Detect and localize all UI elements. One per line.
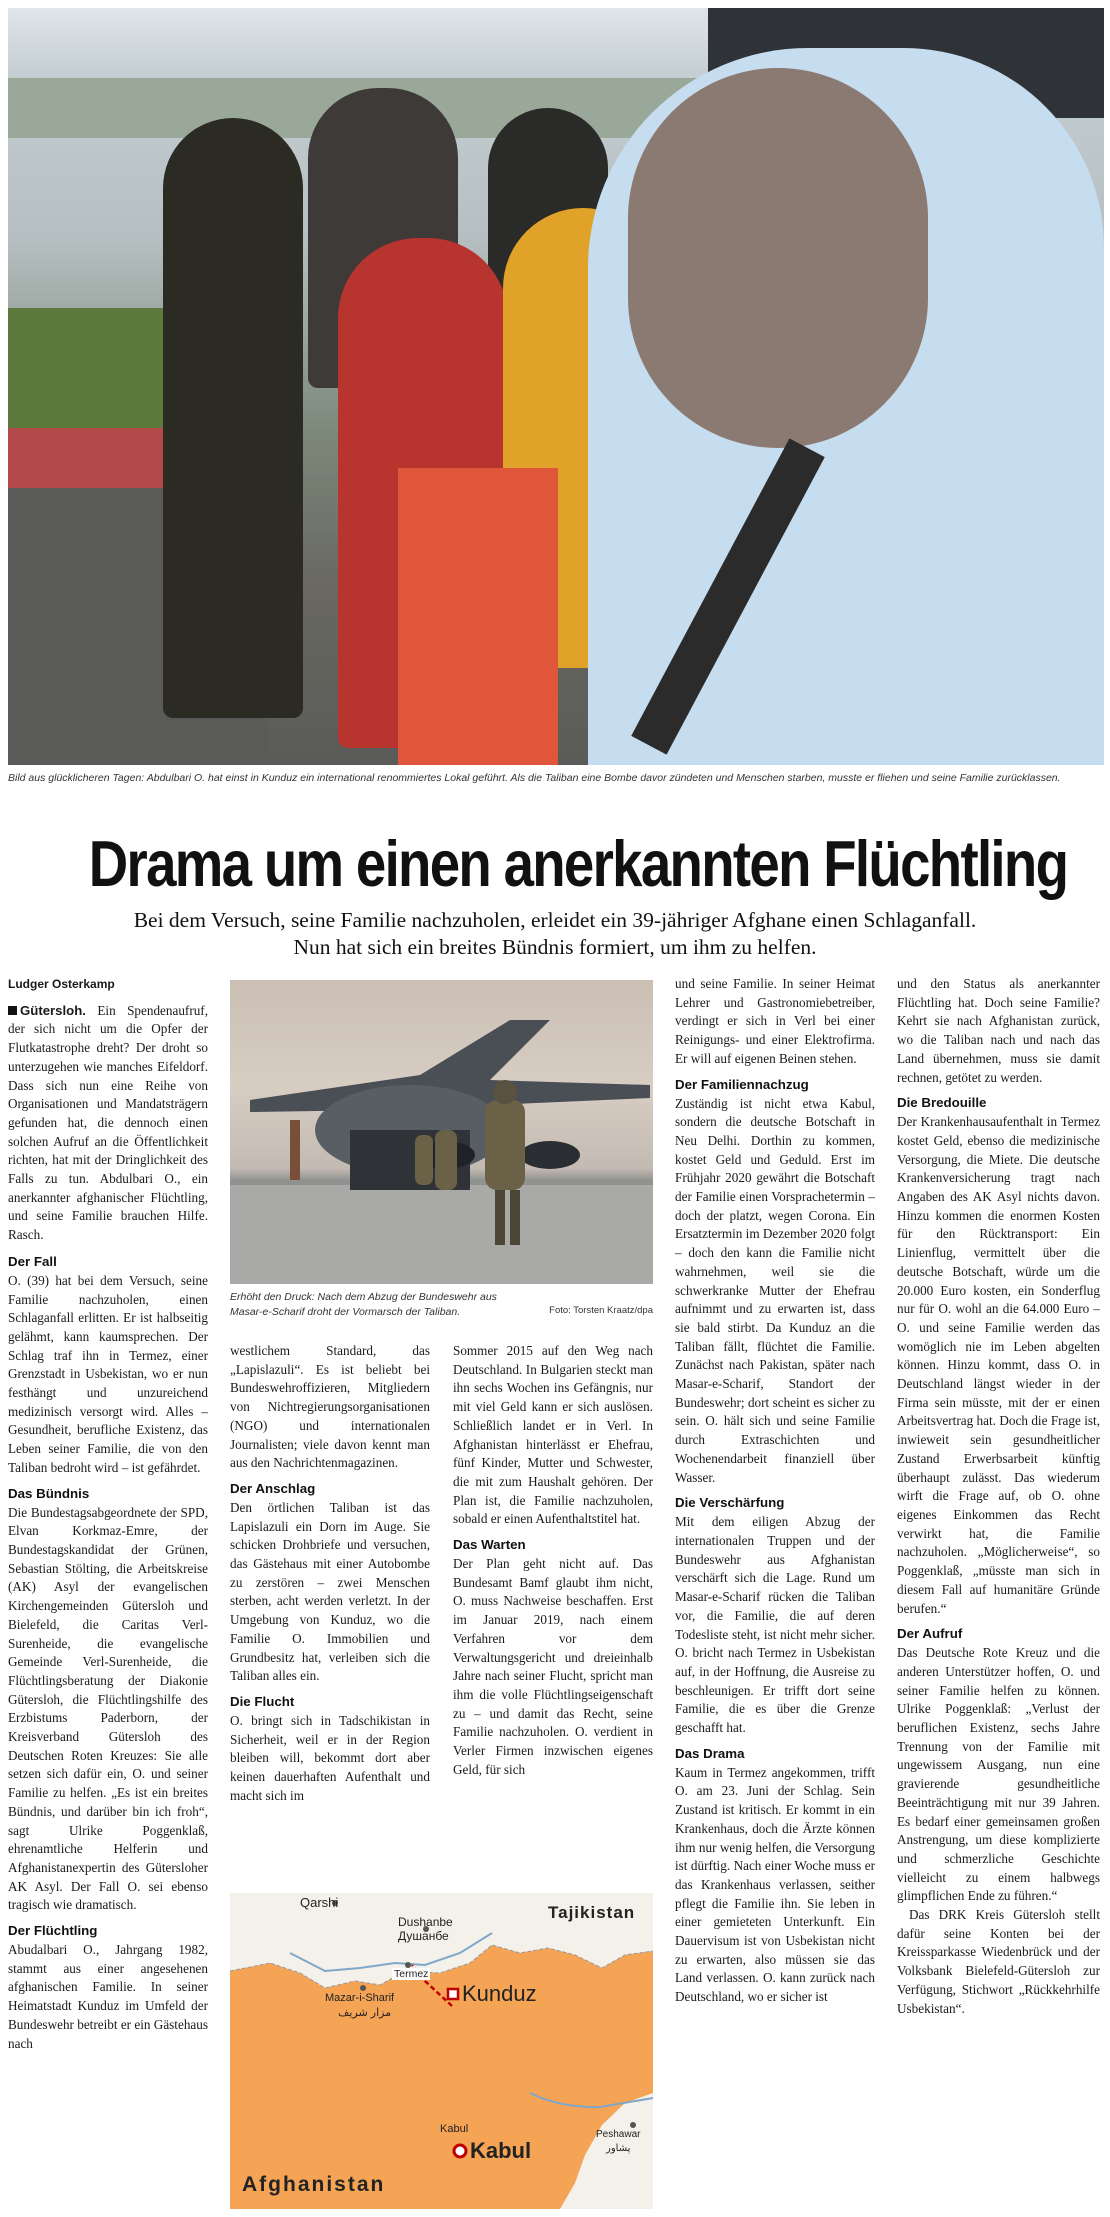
map-label-termez: Termez xyxy=(394,1968,429,1980)
paragraph-marker xyxy=(8,1006,17,1015)
section-heading-nachzug: Der Familiennachzug xyxy=(675,1076,809,1092)
intro-text: Ein Spendenaufruf, der sich nicht um die Opfer der Flutkatastrophe dreht? Der droht so unterzugehen wie manches Eifeldorf. Dass sich nun eine Reihe von Organisationen und Mandatsträgern gefunden hat, die dennoch einen solchen Aufruf an die Öffentlichkeit richten, hat mit der Dringlichkeit des Falls zu tun. Abdulbari O., ein anerkannter afghanischer Flüchtling, und seine Familie brauchen Hilfe. Rasch. xyxy=(8,1002,208,1243)
section-text-familie: und seine Familie. In seiner Heimat Lehrer und Gastronomiebetreiber, verdingt er sich in Verl bei einer Reinigungs- und einer Elektrofirma. Er will auf eigenen Beinen stehen. xyxy=(675,976,875,1066)
subheadline-line-1: Bei dem Versuch, seine Familie nachzuholen, erleidet ein 39-jähriger Afghane einen Schlaganfall. xyxy=(133,908,977,932)
plane-photo-caption: Erhöht den Druck: Nach dem Abzug der Bundeswehr aus Masar-e-Scharif droht der Vormarsch der Taliban. xyxy=(230,1291,497,1318)
section-text-fall: O. (39) hat bei dem Versuch, seine Familie nachzuholen, einen Schlaganfall erlitten. Er ist halbseitig gelähmt, kann kaumsprechen. Der Schlag traf ihn in Termez, einer Grenzstadt in Usbekistan, wo er nun festhängt und unzureichend medizinisch versorgt wird. Alles – Gesundheit, berufliche Existenz, das Leben seiner Familie, die von den Taliban bedroht wird – ist gefährdet. xyxy=(8,1272,208,1475)
map-label-tajikistan: Tajikistan xyxy=(548,1903,636,1922)
article-column-3 xyxy=(453,1342,653,1779)
map-label-kabul-small: Kabul xyxy=(440,2123,469,2135)
map-label-kunduz: Kunduz xyxy=(462,1981,537,2006)
section-text-fluechtling: Abudalbari O., Jahrgang 1982, stammt aus einer angesehenen afghanischen Familie. In seiner Heimatstadt Kunduz im Umfeld der Bundeswehr betreibt er ein Gästehaus nach xyxy=(8,1942,208,2051)
map-label-mazar-arabic: مزار شریف xyxy=(338,2007,392,2019)
article-column-4 xyxy=(675,975,875,2007)
family-photo xyxy=(8,8,1104,765)
section-heading-fall: Der Fall xyxy=(8,1253,57,1269)
section-text-buendnis: Die Bundestagsabgeordnete der SPD, Elvan Korkmaz-Emre, der Bundestagskandidat der Grünen, Sebastian Stölting, die Arbeitskreise (AK) Asyl der evangelischen Kirchengemeinden Gütersloh und Bielefeld, die Caritas Verl-Surenheide, die evangelische Gemeinde Verl-Surenheide, die Flüchtlingsberatung der Diakonie Gütersloh, die Flüchtlingshilfe des Erzbistums Paderborn, der Kreisverband Gütersloh des Deutschen Roten Kreuzes: Sie alle setzen sich dafür ein, O. und seiner Familie zu helfen. „Es ist ein breites Bündnis, und darüber bin ich froh“, sagt Ulrike Poggenklaß, ehrenamtliche Helferin und Afghanistanexpertin des Gütersloher AK Asyl. Der Fall O. sei ebenso tragisch wie dramatisch. xyxy=(8,1504,208,1913)
section-text-flucht: O. bringt sich in Tadschikistan in Sicherheit, weil er in der Region bleiben will, bekommt dort aber keinen dauerhaften Aufenthalt und macht sich im xyxy=(230,1712,430,1803)
section-heading-aufruf: Der Aufruf xyxy=(897,1626,963,1642)
section-text-drama: Kaum in Termez angekommen, trifft O. am 23. Juni der Schlag. Sein Zustand ist kritisch. Er kommt in ein Krankenhaus, doch die Ärzte können ihm nur wenig helfen, die Versorgung ist dürftig. Nach einer Woche muss er das Krankenhaus verlassen, seither pflegt die Familie ihn. Sie leben in einer gemieteten Unterkunft. Ein Dauervisum ist von Usbekistan nicht zu erwarten, also müssen sie das Land verlassen. O. kann zurück nach Deutschland, wo er sicher ist xyxy=(675,1764,875,2005)
section-heading-fluechtling: Der Flüchtling xyxy=(8,1923,98,1939)
map-label-peshawar-arabic: پشاور xyxy=(606,2143,631,2154)
dateline: Gütersloh. xyxy=(20,1002,86,1018)
subheadline xyxy=(20,907,1090,961)
section-text-lapislazuli: westlichem Standard, das „Lapislazuli“. Es ist beliebt bei Bundeswehroffizieren, Mitgliedern von Nichtregierungsorganisationen (NGO) und internationalen Journalisten; viele davon kennt man aus den Nachrichtenmagazinen. xyxy=(230,1343,430,1471)
section-text-warten: Der Plan geht nicht auf. Das Bundesamt Bamf glaubt ihm nicht, O. muss Nachweise beschaffen. Erst im Januar 2019, nach einem Verfahren vor dem Verwaltungsgericht und dreieinhalb Jahre nach seiner Flucht, spricht man ihm die volle Flüchtlingseigenschaft zu – und damit das Recht, seine Familie nachzuholen. O. verdient in Verler Firmen inzwischen eigenes Geld, für sich xyxy=(453,1556,653,1777)
section-text-status: und den Status als anerkannter Flüchtling hat. Doch seine Familie? Kehrt sie nach Afghanistan zurück, wo die Taliban nach und nach das Land übernehmen, muss sie damit rechnen, getötet zu werden. xyxy=(897,976,1100,1085)
section-heading-warten: Das Warten xyxy=(453,1537,526,1553)
map-label-dushanbe: Dushanbe xyxy=(398,1915,453,1929)
section-text-aufruf: Das Deutsche Rote Kreuz und die anderen Unterstützer hoffen, O. und seiner Familie helfen zu können. Ulrike Poggenklaß: „Verlust der beruflichen Existenz, sechs Jahre Trennung von der Familie mit ungewissem Ausgang, nun eine gravierende gesundheitliche Beeinträchtigung mit nur 39 Jahren. Es bedarf einer gemeinsamen großen Anstrengung, um diese komplizierte und schmerzliche Geschichte vielleicht zu einem halbwegs glimpflichen Ende zu führen.“ xyxy=(897,1645,1100,1904)
article-column-5 xyxy=(897,975,1100,2018)
map-label-peshawar: Peshawar xyxy=(596,2129,641,2140)
subheadline-line-2: Nun hat sich ein breites Bündnis formiert, um ihm zu helfen. xyxy=(293,935,817,959)
photo-caption: Bild aus glücklicheren Tagen: Abdulbari O. hat einst in Kunduz ein international renommiertes Lokal geführt. Als die Taliban eine Bombe davor zündeten und Menschen starben, musste er fliehen und seine Familie zurücklassen. xyxy=(8,772,1061,784)
section-heading-buendnis: Das Bündnis xyxy=(8,1485,90,1501)
photo-credit: Foto: Torsten Kraatz/dpa xyxy=(549,1305,653,1316)
section-text-bredouille: Der Krankenhausaufenthalt in Termez kostet Geld, ebenso die medizinische Versorgung, die Miete. Die deutsche Krankenversicherung tragt nach Angaben des AK Asyl nichts davon. Hinzu kommen die enormen Kosten für den Rücktransport: Ein Linienflug, vermittelt über die deutsche Botschaft, würde um die 20.000 Euro kosten, ein Sonderflug nur für O. wohl an die 64.000 Euro – O. und seine Familie werden das womöglich nie im Leben abgelten können. Hinzu kommt, dass O. in Deutschland längst wieder in der Firma sein müsste, mit der er einen Arbeitsvertrag hat. Doch die Frage ist, inwieweit sein gesundheitlicher Zustand Erwerbsarbeit künftig überhaupt zulässt. Das wiederum wirft die Frage auf, ob O. ohne eigenes Einkommen das Recht verwirkt hat, die Familie nachzuholen. „Möglicherweise“, so Poggenklaß, „müsste man sich in diesem Fall auf humanitäre Gründe berufen.“ xyxy=(897,1114,1100,1616)
section-heading-drama: Das Drama xyxy=(675,1745,745,1761)
map-label-qarshi: Qarshi xyxy=(300,1895,339,1910)
military-plane-photo xyxy=(230,980,653,1284)
map-label-dushanbe-cyrillic: Душанбе xyxy=(398,1929,449,1943)
section-heading-flucht: Die Flucht xyxy=(230,1693,295,1709)
section-text-nachzug: Zuständig ist nicht etwa Kabul, sondern die deutsche Botschaft in Neu Delhi. Dorthin zu kommen, kostet Geld und Geduld. Erst im Frühjahr 2020 gewährt die Botschaft der Familie einen Vorsprachetermin – doch der platzt, wegen Corona. Ein Ersatztermin im Dezember 2020 folgt – doch den kann die Familie nicht wahrnehmen, weil sie die schwerkranke Mutter der Ehefrau aufnimmt und zu erwarten ist, dass sie bald stirbt. Da Kunduz an die Taliban fällt, flüchtet die Familie. Zunächst nach Pakistan, später nach Masar-e-Scharif, Standort der Bundeswehr; dort scheint es sicher zu sein. O. hält sich und seine Familie durch Extraschichten und Wochenendarbeit finanziell über Wasser. xyxy=(675,1095,875,1485)
section-text-verschaerfung: Mit dem eiligen Abzug der internationalen Truppen und der Bundeswehr aus Afghanistan verschärft sich die Lage. Rund um Masar-e-Scharif rücken die Taliban vor, die Familie, die auf deren Todesliste steht, ist nicht mehr sicher. O. bricht nach Termez in Usbekistan auf, in der Hoffnung, die Ausreise zu beschleunigen. Er trifft dort seine Familie, die es über die Grenze geschafft hat. xyxy=(675,1514,875,1736)
section-text-anschlag: Den örtlichen Taliban ist das Lapislazuli ein Dorn im Auge. Sie schicken Drohbriefe und versuchen, das Gästehaus mit einer Autobombe zu zerstören – zwei Menschen sterben, acht werden verletzt. In der Umgebung von Kunduz, wo die Familie O. Immobilien und Grundbesitz hat, verleiben sich die Taliban alles ein. xyxy=(230,1499,430,1684)
section-heading-verschaerfung: Die Verschärfung xyxy=(675,1495,785,1511)
section-heading-bredouille: Die Bredouille xyxy=(897,1095,987,1111)
map-label-mazar: Mazar-i-Sharif xyxy=(325,1992,395,2004)
map-label-afghanistan: Afghanistan xyxy=(242,2173,386,2196)
headline: Drama um einen anerkannten Flüchtling xyxy=(88,827,1068,900)
article-column-1 xyxy=(8,975,208,2053)
map-label-kabul: Kabul xyxy=(470,2138,532,2163)
byline: Ludger Osterkamp xyxy=(8,977,115,991)
section-text-konten: Das DRK Kreis Gütersloh stellt dafür seine Konten bei der Kreissparkasse Wiedenbrück und der Volksbank Bielefeld-Gütersloh zur Verfügung, Stichwort „Rückkehrhilfe Usbekistan“. xyxy=(897,1907,1100,2016)
article-column-2 xyxy=(230,1342,430,1805)
plane-illustration xyxy=(230,980,653,1284)
section-text-sommer: Sommer 2015 auf den Weg nach Deutschland. In Bulgarien steckt man ihn sechs Wochen ins Gefängnis, nur mit viel Geld kann er sich auslösen. Schließlich landet er in Verl. In Afghanistan hinterlässt er Ehefrau, fünf Kinder, Mutter und Schwester, die mit zum Haushalt gehören. Der Plan ist, die Familie nachzuholen, sobald er einen Aufenthaltstitel hat. xyxy=(453,1343,653,1527)
afghanistan-map xyxy=(230,1893,653,2209)
section-heading-anschlag: Der Anschlag xyxy=(230,1480,316,1496)
